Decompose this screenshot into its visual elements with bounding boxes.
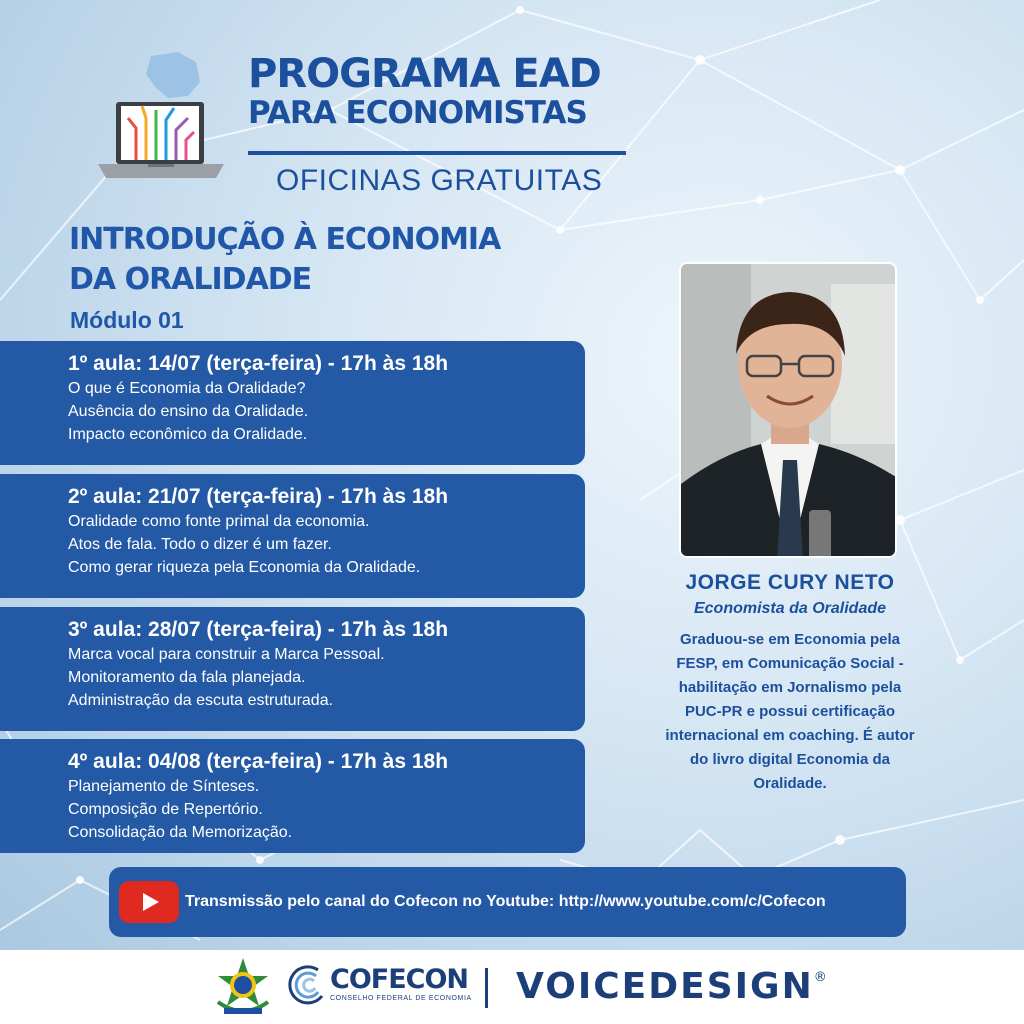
program-title-line1: PROGRAMA EAD	[248, 51, 601, 97]
program-subtitle: OFICINAS GRATUITAS	[276, 164, 603, 197]
aula-card-2	[0, 474, 585, 598]
footer	[0, 950, 1024, 1024]
header-divider	[248, 151, 626, 155]
speaker-name: JORGE CURY NETO	[685, 571, 895, 594]
speaker-photo	[679, 262, 897, 558]
cofecon-logo-icon	[286, 962, 328, 1008]
speaker-role: Economista da Oralidade	[693, 600, 887, 617]
course-title-line2: DA ORALIDADE	[69, 262, 312, 297]
speaker-bio-line: Oralidade.	[753, 775, 827, 792]
aula-card-4	[0, 739, 585, 853]
speaker-bio-line: FESP, em Comunicação Social -	[676, 655, 904, 672]
voicedesign-logo	[516, 966, 829, 1007]
logo-separator	[485, 968, 488, 1008]
speaker-bio-line: do livro digital Economia da	[689, 751, 891, 768]
speaker-bio-line: PUC-PR e possui certificação	[684, 703, 896, 720]
aula-heading: 4º aula: 04/08 (terça-feira) - 17h às 18h	[68, 750, 449, 773]
cofecon-name: COFECON	[330, 964, 469, 995]
aula-topic: Monitoramento da fala planejada.	[68, 669, 306, 686]
registered-mark: ®	[813, 970, 829, 985]
speaker-bio-line: Graduou-se em Economia pela	[679, 631, 901, 648]
aula-card-3	[0, 607, 585, 731]
course-title	[69, 220, 589, 300]
program-title-line2: PARA ECONOMISTAS	[248, 95, 587, 131]
youtube-link-text[interactable]: Transmissão pelo canal do Cofecon no Youtube: http://www.youtube.com/c/Cofecon	[185, 893, 826, 910]
brazil-coat-of-arms-icon	[212, 956, 274, 1018]
aula-topic: Como gerar riqueza pela Economia da Oralidade.	[68, 559, 421, 576]
aula-topic: Impacto econômico da Oralidade.	[68, 426, 308, 443]
aula-topic: Composição de Repertório.	[68, 801, 263, 818]
aula-topic: Planejamento de Sínteses.	[68, 778, 260, 795]
voicedesign-name: VOICEDESIGN	[516, 966, 814, 1007]
course-title-line1: INTRODUÇÃO À ECONOMIA	[69, 222, 501, 257]
aula-topic: O que é Economia da Oralidade?	[68, 380, 306, 397]
aula-topic: Atos de fala. Todo o dizer é um fazer.	[68, 536, 332, 553]
aula-topic: Administração da escuta estruturada.	[68, 692, 334, 709]
module-label: Módulo 01	[70, 307, 184, 333]
aula-topic: Consolidação da Memorização.	[68, 824, 293, 841]
aula-topic: Marca vocal para construir a Marca Pessoal.	[68, 646, 385, 663]
aula-heading: 2º aula: 21/07 (terça-feira) - 17h às 18h	[68, 485, 449, 508]
aula-topic: Ausência do ensino da Oralidade.	[68, 403, 309, 420]
aula-topic: Oralidade como fonte primal da economia.	[68, 513, 370, 530]
aula-heading: 1º aula: 14/07 (terça-feira) - 17h às 18h	[68, 352, 449, 375]
aula-card-1	[0, 341, 585, 465]
speaker-bio	[645, 628, 935, 796]
cofecon-subtitle: CONSELHO FEDERAL DE ECONOMIA	[330, 995, 472, 1002]
speaker-bio-line: habilitação em Jornalismo pela	[678, 679, 902, 696]
laptop-map-illustration	[96, 48, 226, 183]
youtube-icon[interactable]	[119, 881, 179, 923]
program-title	[248, 52, 648, 130]
speaker-bio-line: internacional em coaching. É autor	[665, 727, 915, 744]
youtube-banner[interactable]	[109, 867, 906, 937]
aula-heading: 3º aula: 28/07 (terça-feira) - 17h às 18h	[68, 618, 449, 641]
